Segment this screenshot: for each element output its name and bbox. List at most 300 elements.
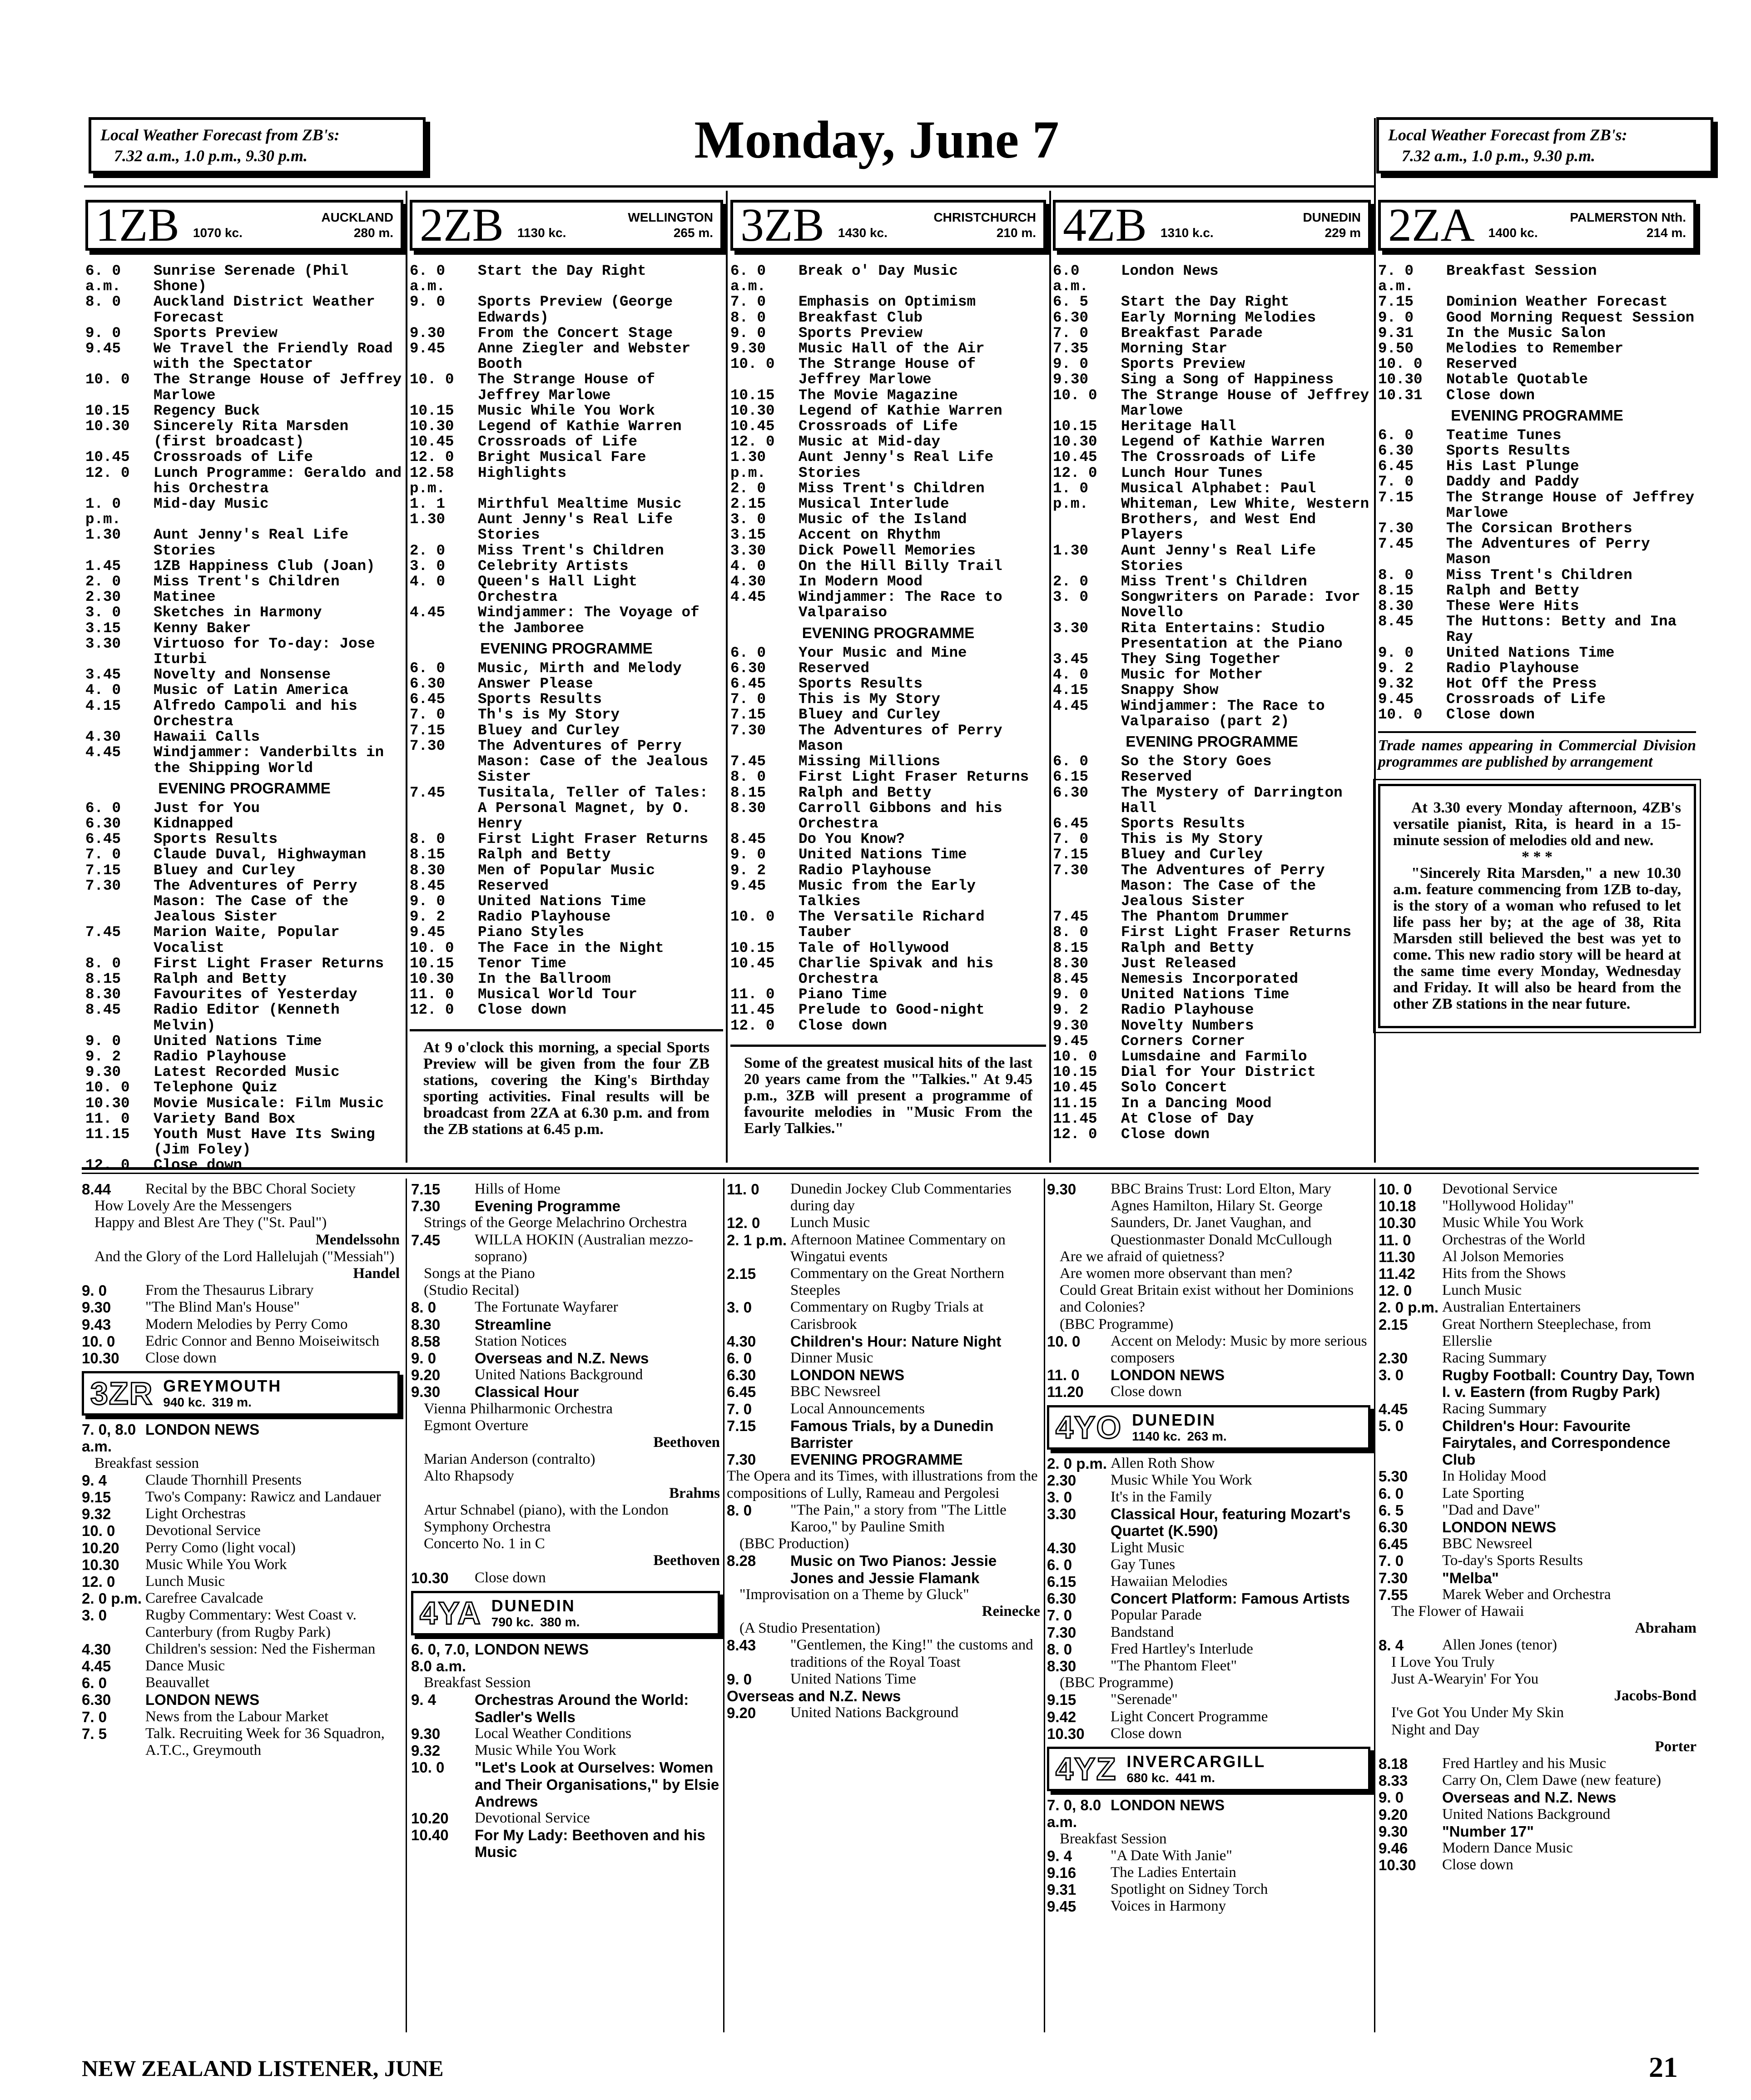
programme-title: Your Music and Mine bbox=[799, 644, 967, 661]
programme-title: LONDON NEWS bbox=[1111, 1797, 1225, 1814]
station-1zb bbox=[85, 200, 403, 1174]
programme-time: 8.45 bbox=[730, 831, 766, 848]
programme-item bbox=[85, 403, 403, 419]
station-frequency bbox=[833, 225, 1036, 241]
programme-title: The Face in the Night bbox=[478, 939, 664, 956]
programme-time: 4. 0 bbox=[85, 682, 121, 699]
programme-time: 10.20 bbox=[411, 1809, 449, 1827]
programme-time: 8. 4 bbox=[1379, 1637, 1404, 1654]
programme-title: Music While You Work bbox=[145, 1556, 287, 1573]
programme-time: 2. 0 p.m. bbox=[1379, 1299, 1439, 1316]
column-divider bbox=[726, 191, 728, 1163]
programme-title: Dominion Weather Forecast bbox=[1446, 293, 1668, 311]
station-frequency bbox=[188, 225, 393, 241]
composer: Abraham bbox=[1635, 1620, 1696, 1637]
programme-time: 8.15 bbox=[1053, 939, 1089, 956]
programme-title: Overseas and N.Z. News bbox=[1442, 1789, 1617, 1806]
programme-time: 3. 0 bbox=[410, 557, 446, 575]
logo-city: DUNEDIN bbox=[1132, 1410, 1216, 1429]
station-info bbox=[188, 210, 393, 241]
programme-subitem bbox=[411, 1265, 720, 1282]
programme-item bbox=[85, 341, 403, 372]
programme-title: Afternoon Matinee Commentary on Wingatui events bbox=[790, 1231, 1006, 1265]
programme-time: 3.15 bbox=[85, 619, 121, 637]
programme-item bbox=[727, 1367, 1040, 1383]
subitem-text: Happy and Blest Are They ("St. Paul") bbox=[94, 1214, 327, 1231]
programme-title: United Nations Time bbox=[478, 892, 646, 910]
programme-title: Auckland District Weather Forecast bbox=[154, 293, 375, 326]
programme-time: 10. 0 bbox=[85, 1079, 130, 1096]
programme-time: 9.20 bbox=[411, 1367, 441, 1384]
evening-heading: EVENING PROGRAMME bbox=[480, 639, 653, 657]
programme-title: Close down bbox=[154, 1157, 243, 1174]
programme-time: 7.45 bbox=[1053, 908, 1089, 926]
station-logo bbox=[1047, 1405, 1370, 1450]
rita-note-2: "Sincerely Rita Marsden," a new 10.30 a.m. feature commencing from 1ZB to-day, is the story of a woman who refused to let life pass her by; at the age of 38, Rita Marsden still believed the best was yet to come. This new radio story will be heard at the same time every Monday, Wednesday and Friday. It will also be heard from the other ZB stations in the near future. bbox=[1393, 864, 1681, 1012]
programme-time: 9. 4 bbox=[82, 1471, 107, 1489]
programme-time: 11. 0 bbox=[410, 986, 454, 1003]
programme-subitem bbox=[727, 1586, 1040, 1603]
programme-title: In the Ballroom bbox=[478, 970, 611, 987]
programme-title: Rita Entertains: Studio Presentation at the Piano bbox=[1121, 619, 1343, 652]
programme-title: The Fortunate Wayfarer bbox=[475, 1299, 618, 1316]
programme-item bbox=[411, 1181, 720, 1198]
programme-title: Lunch Programme: Geraldo and his Orchestra bbox=[154, 464, 402, 497]
programme-time: 8.15 bbox=[85, 970, 121, 987]
programme-title: Perry Como (light vocal) bbox=[145, 1539, 296, 1556]
programme-item bbox=[1379, 1519, 1696, 1535]
programme-item bbox=[85, 450, 403, 465]
programme-item bbox=[1378, 692, 1696, 707]
programme-title: Lunch Music bbox=[1442, 1282, 1522, 1299]
programme-subitem bbox=[1379, 1722, 1696, 1738]
station-2za bbox=[1378, 200, 1696, 1028]
programme-title: LONDON NEWS bbox=[790, 1367, 905, 1384]
programme-time: 9. 2 bbox=[1378, 659, 1414, 677]
morning-list bbox=[85, 263, 403, 776]
programme-item bbox=[1053, 667, 1371, 683]
programme-item bbox=[85, 1111, 403, 1127]
programme-title: 1ZB Happiness Club (Joan) bbox=[154, 557, 375, 575]
rita-feature-box bbox=[1378, 784, 1696, 1028]
programme-subitem bbox=[411, 1401, 720, 1417]
programme-item bbox=[411, 1641, 720, 1674]
programme-item bbox=[82, 1299, 400, 1316]
programme-time: 8. 0 bbox=[1047, 1640, 1072, 1658]
programme-title: Reserved bbox=[478, 877, 549, 894]
morning-list bbox=[730, 263, 1046, 621]
station-header bbox=[85, 200, 403, 251]
evening-list bbox=[1378, 428, 1696, 723]
programme-item bbox=[1047, 1590, 1370, 1607]
programme-item bbox=[1053, 388, 1371, 419]
programme-time: 10.15 bbox=[1053, 1064, 1097, 1081]
programme-title: This is My Story bbox=[1121, 831, 1263, 848]
programme-item bbox=[730, 909, 1046, 940]
programme-item bbox=[1379, 1181, 1696, 1198]
programme-title: Radio Playhouse bbox=[799, 862, 932, 879]
programme-time: 11.15 bbox=[1053, 1095, 1097, 1112]
logo-info bbox=[1126, 1753, 1265, 1785]
programme-title: Hawaii Calls bbox=[154, 728, 260, 746]
note-rule bbox=[1378, 731, 1696, 733]
subitem-text: The Flower of Hawaii bbox=[1391, 1603, 1524, 1620]
composer: Beethoven bbox=[653, 1552, 720, 1569]
subitem-text: (BBC Production) bbox=[739, 1535, 849, 1552]
programme-time: 9. 0 bbox=[730, 846, 766, 863]
programme-item bbox=[82, 1674, 400, 1691]
programme-item bbox=[727, 1468, 1040, 1501]
logo-info bbox=[1132, 1411, 1227, 1444]
programme-time: 2.15 bbox=[727, 1265, 756, 1283]
programme-time: 9.45 bbox=[1047, 1898, 1076, 1915]
programme-time: 7. 0 bbox=[1378, 473, 1414, 490]
programme-item bbox=[410, 403, 723, 419]
programme-item bbox=[82, 1658, 400, 1674]
programme-item bbox=[85, 263, 403, 294]
column-divider bbox=[1044, 1179, 1045, 2032]
programme-title: EVENING PROGRAMME bbox=[790, 1451, 963, 1468]
programme-time: 9. 0 bbox=[410, 293, 446, 311]
programme-item bbox=[85, 956, 403, 971]
programme-title: Th's is My Story bbox=[478, 706, 620, 723]
programme-time: 2. 0 bbox=[730, 480, 766, 497]
composer: Handel bbox=[353, 1265, 400, 1282]
programme-item bbox=[411, 1333, 720, 1350]
subitem-text: (BBC Programme) bbox=[1060, 1674, 1174, 1691]
programme-item bbox=[1047, 1847, 1370, 1864]
programme-time: 3. 0 bbox=[1379, 1367, 1404, 1384]
programme-time: 11. 0 bbox=[85, 1110, 130, 1127]
programme-time: 8.58 bbox=[411, 1332, 441, 1350]
programme-title: They Sing Together bbox=[1121, 651, 1281, 668]
logo-wave: 319 m. bbox=[212, 1395, 252, 1410]
programme-title: Music While You Work bbox=[478, 402, 655, 419]
programme-title: Dick Powell Memories bbox=[799, 542, 976, 559]
programme-item bbox=[411, 1299, 720, 1316]
programme-time: 7.30 bbox=[727, 1451, 756, 1468]
lower-column-4 bbox=[1047, 1181, 1370, 1915]
column-divider bbox=[1374, 118, 1376, 1163]
programme-time: 8.45 bbox=[1378, 613, 1414, 630]
programme-time: 10.18 bbox=[1379, 1198, 1416, 1215]
programme-time: 3. 0 bbox=[82, 1607, 107, 1624]
programme-title: "Number 17" bbox=[1442, 1823, 1534, 1840]
programme-time: 7.15 bbox=[1053, 846, 1089, 863]
subitem-text: Vienna Philharmonic Orchestra bbox=[424, 1400, 613, 1417]
programme-time: 6.30 bbox=[1053, 309, 1089, 326]
programme-item bbox=[730, 707, 1046, 723]
programme-time: 9. 0 bbox=[410, 892, 446, 910]
programme-item bbox=[730, 450, 1046, 480]
programme-item bbox=[1379, 1586, 1696, 1603]
programme-title: Breakfast Parade bbox=[1121, 324, 1263, 342]
programme-item bbox=[85, 621, 403, 636]
subitem-text: Breakfast Session bbox=[1060, 1830, 1167, 1847]
logo-callsign: 4YA bbox=[420, 1595, 481, 1631]
programme-title: Radio Playhouse bbox=[1121, 1001, 1254, 1019]
programme-time: 8.30 bbox=[411, 1316, 441, 1333]
programme-item bbox=[1378, 661, 1696, 676]
programme-item bbox=[727, 1688, 1040, 1704]
evening-list bbox=[85, 801, 403, 1174]
programme-item bbox=[727, 1214, 1040, 1231]
programme-title: To-day's Sports Results bbox=[1442, 1552, 1583, 1569]
programme-title: Legend of Kathie Warren bbox=[1121, 433, 1325, 451]
programme-item bbox=[727, 1417, 1040, 1451]
programme-title: Mirthful Mealtime Music bbox=[478, 495, 682, 513]
programme-title: Rugby Commentary: West Coast v. Canterbury (from Rugby Park) bbox=[145, 1607, 357, 1640]
separator-stars: * * * bbox=[1522, 848, 1553, 865]
programme-time: 12. 0 bbox=[85, 464, 130, 481]
programme-time: 5.30 bbox=[1379, 1468, 1408, 1485]
programme-title: Claude Thornhill Presents bbox=[145, 1471, 302, 1488]
column-divider bbox=[1374, 1179, 1375, 2032]
subitem-text: How Lovely Are the Messengers bbox=[94, 1198, 292, 1214]
programme-title: Bluey and Curley bbox=[478, 722, 620, 739]
programme-time: 6. 0 bbox=[727, 1350, 752, 1367]
programme-title: At Close of Day bbox=[1121, 1110, 1254, 1127]
programme-time: 10.30 bbox=[1379, 1214, 1416, 1232]
programme-item bbox=[1379, 1299, 1696, 1316]
programme-time: 6.30 bbox=[1379, 1519, 1408, 1536]
programme-title: Virtuoso for To-day: Jose Iturbi bbox=[154, 635, 375, 668]
programme-item bbox=[1047, 1691, 1370, 1708]
programme-item bbox=[730, 801, 1046, 832]
programme-item bbox=[82, 1641, 400, 1658]
programme-item bbox=[730, 434, 1046, 450]
programme-title: Local Weather Conditions bbox=[475, 1725, 631, 1742]
programme-item bbox=[730, 263, 1046, 294]
programme-time: 9.45 bbox=[1378, 691, 1414, 708]
programme-time: 7.15 bbox=[411, 1181, 441, 1198]
logo-kc: 680 kc. bbox=[1126, 1771, 1169, 1785]
programme-item bbox=[727, 1637, 1040, 1670]
programme-time: 6.30 bbox=[1053, 784, 1089, 801]
programme-title: Radio Playhouse bbox=[1446, 659, 1579, 677]
programme-item bbox=[82, 1350, 400, 1367]
programme-title: The Strange House of Jeffrey Marlowe bbox=[1121, 386, 1369, 419]
programme-time: 6. 0 bbox=[85, 799, 121, 817]
programme-time: 7.30 bbox=[410, 737, 446, 754]
programme-time: 9.30 bbox=[411, 1725, 441, 1742]
programme-time: 6.0 a.m. bbox=[1053, 262, 1089, 295]
programme-item bbox=[1047, 1641, 1370, 1658]
programme-item bbox=[85, 294, 403, 325]
programme-title: Station Notices bbox=[475, 1332, 567, 1349]
programme-time: 10.20 bbox=[82, 1539, 119, 1556]
page-title: Monday, June 7 bbox=[694, 110, 1059, 169]
station-info bbox=[1156, 210, 1361, 241]
weather-line1: Local Weather Forecast from ZB's: bbox=[1388, 126, 1627, 144]
programme-time: 10.30 bbox=[1053, 433, 1097, 451]
programme-title: Miss Trent's Children bbox=[478, 542, 664, 559]
programme-time: 6.45 bbox=[730, 675, 766, 693]
programme-time: 9.30 bbox=[82, 1299, 111, 1316]
programme-time: 11. 0 bbox=[727, 1181, 759, 1198]
programme-item bbox=[410, 925, 723, 940]
programme-title: Fred Hartley and his Music bbox=[1442, 1755, 1607, 1772]
programme-item bbox=[727, 1181, 1040, 1214]
programme-time: 10.31 bbox=[1378, 386, 1423, 404]
programme-time: 10. 0 bbox=[1053, 1048, 1097, 1065]
programme-title: First Light Fraser Returns bbox=[478, 831, 709, 848]
programme-time: 10. 0 bbox=[410, 939, 454, 956]
programme-time: 9.30 bbox=[411, 1383, 441, 1401]
programme-title: Aunt Jenny's Real Life Stories bbox=[478, 511, 673, 544]
programme-time: 7.30 bbox=[85, 877, 121, 894]
programme-time: 10.45 bbox=[85, 449, 130, 466]
programme-title: Teatime Tunes bbox=[1446, 426, 1562, 444]
programme-title: Start the Day Right bbox=[1121, 293, 1290, 311]
programme-item bbox=[730, 419, 1046, 434]
programme-item bbox=[1047, 1881, 1370, 1898]
programme-title: Commentary on the Great Northern Steeples bbox=[790, 1265, 1005, 1299]
programme-title: Sunrise Serenade (Phil Shone) bbox=[154, 262, 349, 295]
programme-title: Break o' Day Music bbox=[799, 262, 958, 279]
page-number: 21 bbox=[1649, 2051, 1678, 2083]
programme-time: 3. 0 bbox=[1053, 589, 1089, 606]
programme-item bbox=[1053, 466, 1371, 481]
programme-title: Reserved bbox=[799, 659, 870, 677]
programme-title: Latest Recorded Music bbox=[154, 1064, 340, 1081]
programme-time: 1. 1 bbox=[410, 495, 446, 513]
programme-title: WILLA HOKIN (Australian mezzo-soprano) bbox=[475, 1231, 694, 1265]
programme-item bbox=[730, 1002, 1046, 1018]
column-divider bbox=[406, 191, 407, 1163]
programme-item bbox=[85, 683, 403, 698]
programme-title: Overseas and N.Z. News bbox=[727, 1688, 901, 1705]
subitem-text: And the Glory of the Lord Hallelujah ("Messiah") bbox=[94, 1248, 395, 1265]
programme-time: 9. 0 bbox=[727, 1670, 752, 1688]
programme-item bbox=[730, 559, 1046, 574]
programme-item bbox=[1047, 1607, 1370, 1624]
programme-title: Rugby Football: Country Day, Town I. v. Eastern (from Rugby Park) bbox=[1442, 1367, 1695, 1401]
programme-title: United Nations Time bbox=[1121, 986, 1290, 1003]
station-city: DUNEDIN bbox=[1303, 210, 1361, 224]
programme-time: 4.15 bbox=[85, 697, 121, 714]
composer: Reinecke bbox=[982, 1603, 1040, 1620]
programme-title: Highlights bbox=[478, 464, 567, 481]
programme-item bbox=[730, 785, 1046, 801]
programme-title: "The Pain," a story from "The Little Karoo," by Pauline Smith bbox=[790, 1501, 1007, 1535]
programme-item bbox=[1379, 1232, 1696, 1248]
programme-title: Close down bbox=[145, 1350, 217, 1367]
programme-item bbox=[85, 372, 403, 403]
programme-time: 7.30 bbox=[1047, 1624, 1076, 1641]
programme-title: Racing Summary bbox=[1442, 1350, 1547, 1367]
programme-title: Miss Trent's Children bbox=[1121, 573, 1307, 590]
programme-title: Bluey and Curley bbox=[1121, 846, 1263, 863]
programme-time: 7. 0 bbox=[1053, 831, 1089, 848]
programme-title: Sincerely Rita Marsden (first broadcast) bbox=[154, 418, 349, 451]
programme-title: Lunch Music bbox=[145, 1573, 225, 1590]
lower-column-5 bbox=[1379, 1181, 1696, 1873]
programme-title: From the Concert Stage bbox=[478, 324, 673, 342]
programme-title: Modern Dance Music bbox=[1442, 1839, 1573, 1856]
programme-title: The Movie Magazine bbox=[799, 386, 958, 404]
station-kc: 1310 k.c. bbox=[1160, 226, 1214, 240]
programme-item bbox=[410, 878, 723, 894]
programme-item bbox=[730, 543, 1046, 559]
programme-time: 6.45 bbox=[1053, 815, 1089, 832]
programme-title: Reserved bbox=[1121, 768, 1192, 786]
programme-time: 11. 0 bbox=[1379, 1231, 1411, 1248]
programme-item bbox=[1379, 1350, 1696, 1367]
programme-time: 6.30 bbox=[85, 815, 121, 832]
programme-time: 6.30 bbox=[1047, 1590, 1076, 1607]
programme-time: 9.30 bbox=[1379, 1823, 1408, 1840]
programme-title: Sports Preview bbox=[1121, 356, 1245, 373]
programme-time: 6.30 bbox=[410, 675, 446, 693]
programme-time: 8. 0 bbox=[85, 293, 121, 311]
station-kc: 1430 kc. bbox=[838, 226, 888, 240]
programme-time: 10. 0 bbox=[730, 356, 775, 373]
station-wavelength: 229 m bbox=[1324, 226, 1361, 240]
subitem-text: Breakfast session bbox=[94, 1455, 199, 1471]
programme-item bbox=[1047, 1556, 1370, 1573]
programme-item bbox=[1053, 832, 1371, 847]
programme-time: 4. 0 bbox=[410, 573, 446, 590]
subitem-text: (Studio Recital) bbox=[424, 1282, 519, 1299]
station-wavelength: 214 m. bbox=[1646, 226, 1686, 240]
programme-item bbox=[410, 574, 723, 605]
programme-time: 9.32 bbox=[82, 1506, 111, 1523]
programme-item bbox=[85, 878, 403, 925]
programme-item bbox=[410, 294, 723, 325]
programme-title: Dance Music bbox=[145, 1658, 225, 1674]
programme-title: Close down bbox=[1446, 706, 1535, 723]
programme-item bbox=[82, 1506, 400, 1522]
programme-title: The Opera and its Times, with illustrations from the compositions of Lully, Rameau and Pergolesi bbox=[727, 1468, 1038, 1501]
programme-title: It's in the Family bbox=[1111, 1489, 1212, 1506]
programme-item bbox=[730, 294, 1046, 310]
programme-title: Carry On, Clem Dawe (new feature) bbox=[1442, 1772, 1661, 1789]
programme-time: 4.45 bbox=[82, 1658, 111, 1675]
programme-time: 7.30 bbox=[1053, 862, 1089, 879]
programme-item bbox=[411, 1759, 720, 1810]
programme-time: 3.30 bbox=[1047, 1506, 1076, 1523]
programme-item bbox=[1053, 652, 1371, 667]
programme-title: Voices in Harmony bbox=[1111, 1898, 1226, 1915]
programme-item bbox=[1047, 1658, 1370, 1674]
programme-title: Accent on Melody: Music by more serious composers bbox=[1111, 1332, 1367, 1367]
programme-time: 12. 0 bbox=[730, 1017, 775, 1034]
programme-title: Tusitala, Teller of Tales: A Personal Magnet, by O. Henry bbox=[478, 784, 709, 832]
programme-time: 12. 0 bbox=[1379, 1282, 1412, 1299]
programme-item bbox=[1053, 1111, 1371, 1127]
composer: Porter bbox=[1655, 1738, 1696, 1755]
programme-item bbox=[1379, 1552, 1696, 1569]
programme-title: Devotional Service bbox=[475, 1809, 590, 1826]
programme-item bbox=[85, 832, 403, 847]
programme-item bbox=[730, 481, 1046, 496]
programme-time: 9. 4 bbox=[1047, 1847, 1072, 1864]
station-logo bbox=[1047, 1747, 1370, 1791]
programme-time: 9.30 bbox=[1053, 371, 1089, 388]
programme-subitem bbox=[411, 1214, 720, 1231]
programme-item bbox=[727, 1401, 1040, 1417]
programme-item bbox=[410, 863, 723, 878]
column-divider bbox=[723, 1179, 724, 2032]
programme-time: 11.15 bbox=[85, 1125, 130, 1143]
subitem-text: Alto Rhapsody bbox=[424, 1468, 514, 1485]
programme-title: BBC Newsreel bbox=[790, 1383, 881, 1400]
programme-item bbox=[1047, 1725, 1370, 1742]
programme-title: Sports Results bbox=[799, 675, 923, 693]
programme-title: Novelty Numbers bbox=[1121, 1017, 1254, 1034]
programme-title: Bluey and Curley bbox=[154, 862, 296, 879]
